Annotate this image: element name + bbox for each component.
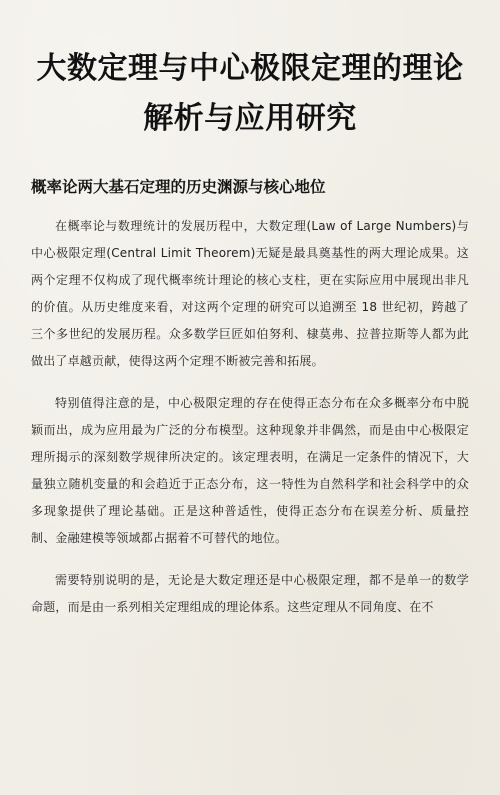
body-paragraph-2: 特别值得注意的是，中心极限定理的存在使得正态分布在众多概率分布中脱颖而出，成为应用最为广泛的分布模型。这种现象并非偶然，而是由中心极限定理所揭示的深刻数学规律所决定的。该定理表明，在满足一定条件的情况下，大量独立随机变量的和会趋近于正态分布，这一特性为自然科学和社会科学中的众多现象提供了理论基础。正是这种普适性，使得正态分布在误差分析、质量控制、金融建模等领域都占据着不可替代的地位。 xyxy=(31,396,469,545)
body-paragraph-3: 需要特别说明的是，无论是大数定理还是中心极限定理，都不是单一的数学命题，而是由一系列相关定理组成的理论体系。这些定理从不同角度、在不 xyxy=(31,573,469,614)
body-paragraph-1: 在概率论与数理统计的发展历程中，大数定理(Law of Large Numbers)与中心极限定理(Central Limit Theorem)无疑是最具奠基性的两大理论成果。这两个定理不仅构成了现代概率统计理论的核心支柱，更在实际应用中展现出非凡的价值。从历史维度来看，对这两个定理的研究可以追溯至 18 世纪初，跨越了三个多世纪的发展历程。众多数学巨匠如伯努利、棣莫弗、拉普拉斯等人都为此做出了卓越贡献，使得这两个定理不断被完善和拓展。 xyxy=(31,219,469,368)
document-title: 大数定理与中心极限定理的理论解析与应用研究 xyxy=(36,51,464,136)
section-heading: 概率论两大基石定理的历史渊源与核心地位 xyxy=(31,178,326,196)
